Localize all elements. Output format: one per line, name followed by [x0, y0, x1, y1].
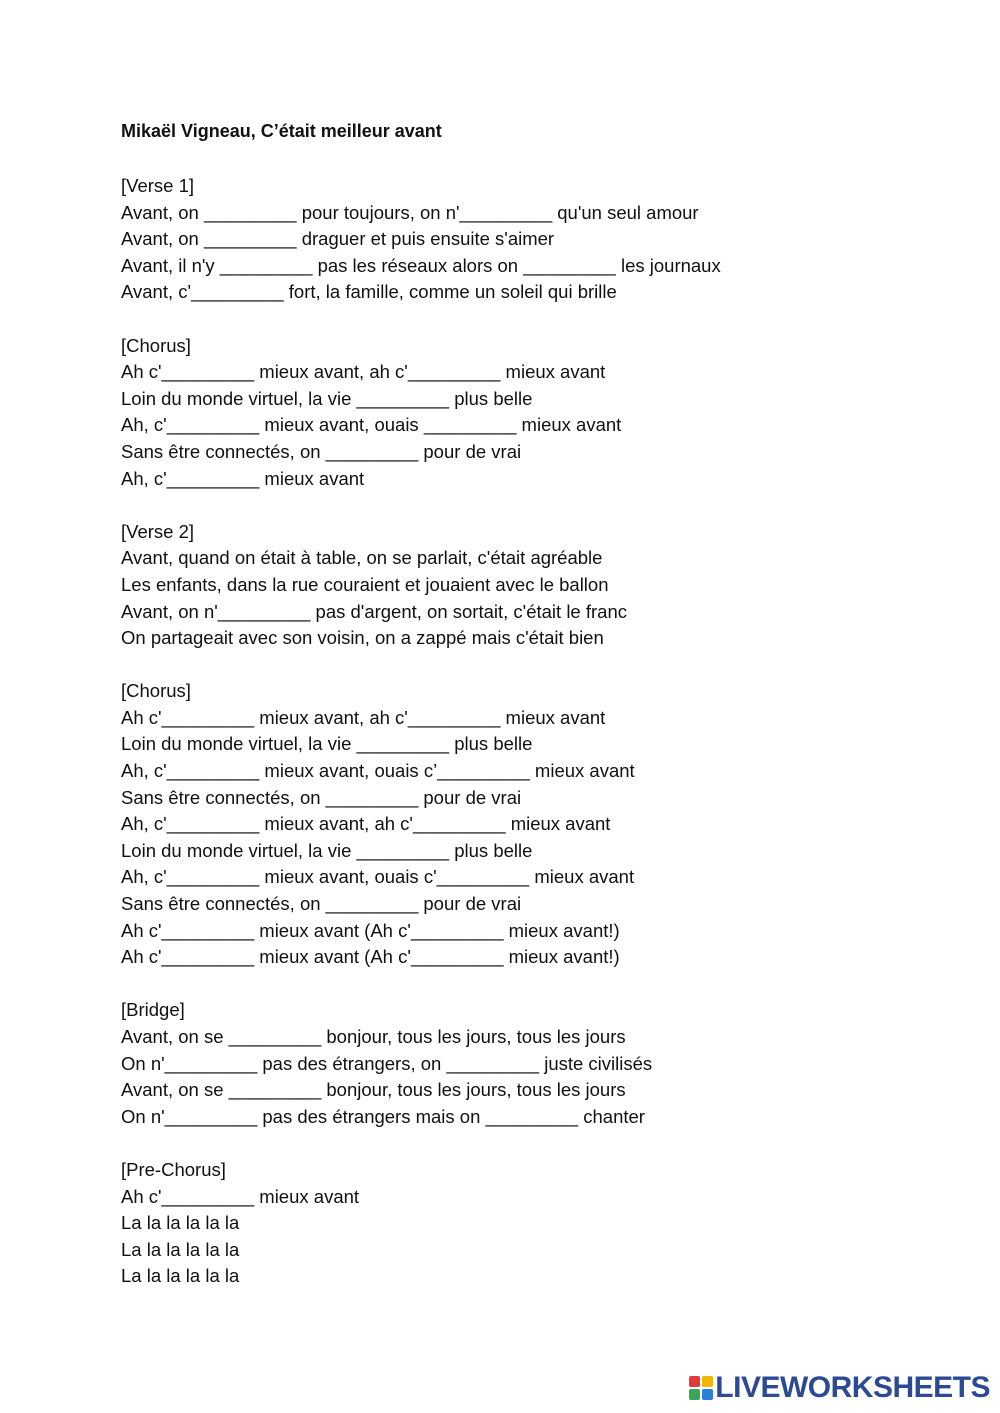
lyric-line: Ah c'_________ mieux avant (Ah c'_________ mieux avant!) [121, 919, 620, 941]
lyric-line: Ah c'_________ mieux avant, ah c'_________ mieux avant [121, 706, 606, 728]
lyric-line: Loin du monde virtuel, la vie _________ plus belle [121, 733, 533, 755]
lyric-line: Loin du monde virtuel, la vie _________ plus belle [121, 387, 533, 409]
lyric-line: Avant, il n'y _________ pas les réseaux alors on _________ les journaux [121, 254, 721, 276]
lyric-line: Ah, c'_________ mieux avant, ah c'_________ mieux avant [121, 813, 611, 835]
section-header: [Bridge] [121, 999, 185, 1021]
song-title: Mikaël Vigneau, C’était meilleur avant [121, 121, 442, 141]
section-header: [Verse 1] [121, 175, 195, 196]
lyric-section [121, 997, 941, 1130]
logo-square-red [689, 1376, 700, 1387]
lyric-line: Avant, on se _________ bonjour, tous les jours, tous les jours [121, 1079, 626, 1101]
lyric-line: On n'_________ pas des étrangers, on _________ juste civilisés [121, 1052, 653, 1074]
lyric-section [121, 1157, 941, 1290]
section-header: [Verse 2] [121, 520, 195, 542]
lyric-line: Avant, on _________ pour toujours, on n'_________ qu'un seul amour [121, 201, 699, 223]
lyric-line: Sans être connectés, on _________ pour de vrai [121, 440, 522, 462]
logo-square-blue [702, 1389, 713, 1400]
lyrics-body [121, 173, 941, 1317]
lyric-line: Les enfants, dans la rue couraient et jouaient avec le ballon [121, 573, 609, 595]
lyric-line: Ah c'_________ mieux avant [121, 1185, 360, 1207]
liveworksheets-watermark [688, 1371, 990, 1405]
lyric-line: Avant, quand on était à table, on se parlait, c'était agréable [121, 547, 603, 569]
section-header: [Pre-Chorus] [121, 1158, 226, 1180]
lyric-line: La la la la la la [121, 1265, 240, 1287]
lyric-line: On n'_________ pas des étrangers mais on _________ chanter [121, 1105, 645, 1127]
lyric-line: Ah, c'_________ mieux avant [121, 467, 365, 489]
lyric-line: La la la la la la [121, 1238, 240, 1260]
lyric-line: Ah, c'_________ mieux avant, ouais c’_________ mieux avant [121, 760, 635, 782]
lyric-line: Ah c'_________ mieux avant (Ah c'_________ mieux avant!) [121, 946, 620, 968]
lyric-line: Avant, c'_________ fort, la famille, comme un soleil qui brille [121, 281, 617, 303]
lyric-line: Loin du monde virtuel, la vie _________ plus belle [121, 839, 533, 861]
logo-square-green [689, 1389, 700, 1400]
lyric-line: Sans être connectés, on _________ pour de vrai [121, 786, 522, 808]
lyric-line: Avant, on n'_________ pas d'argent, on sortait, c'était le franc [121, 600, 627, 622]
lyric-section [121, 333, 941, 493]
watermark-text: LIVEWORKSHEETS [715, 1371, 990, 1404]
lyric-section [121, 173, 941, 306]
lyric-line: On partageait avec son voisin, on a zappé mais c'était bien [121, 627, 604, 649]
lyric-section [121, 678, 941, 971]
lyric-section [121, 519, 941, 652]
section-header: [Chorus] [121, 334, 191, 356]
section-header: [Chorus] [121, 680, 191, 702]
lyric-line: Avant, on _________ draguer et puis ensuite s'aimer [121, 228, 555, 250]
logo-square-yellow [702, 1376, 713, 1387]
lyric-line: La la la la la la [121, 1212, 240, 1234]
liveworksheets-logo-icon [688, 1375, 714, 1401]
lyric-line: Ah, c'_________ mieux avant, ouais c'_________ mieux avant [121, 866, 635, 888]
lyric-line: Ah c'_________ mieux avant, ah c'_________ mieux avant [121, 361, 606, 383]
lyric-line: Ah, c'_________ mieux avant, ouais _________ mieux avant [121, 414, 622, 436]
lyric-line: Sans être connectés, on _________ pour de vrai [121, 893, 522, 915]
lyric-line: Avant, on se _________ bonjour, tous les jours, tous les jours [121, 1026, 626, 1047]
